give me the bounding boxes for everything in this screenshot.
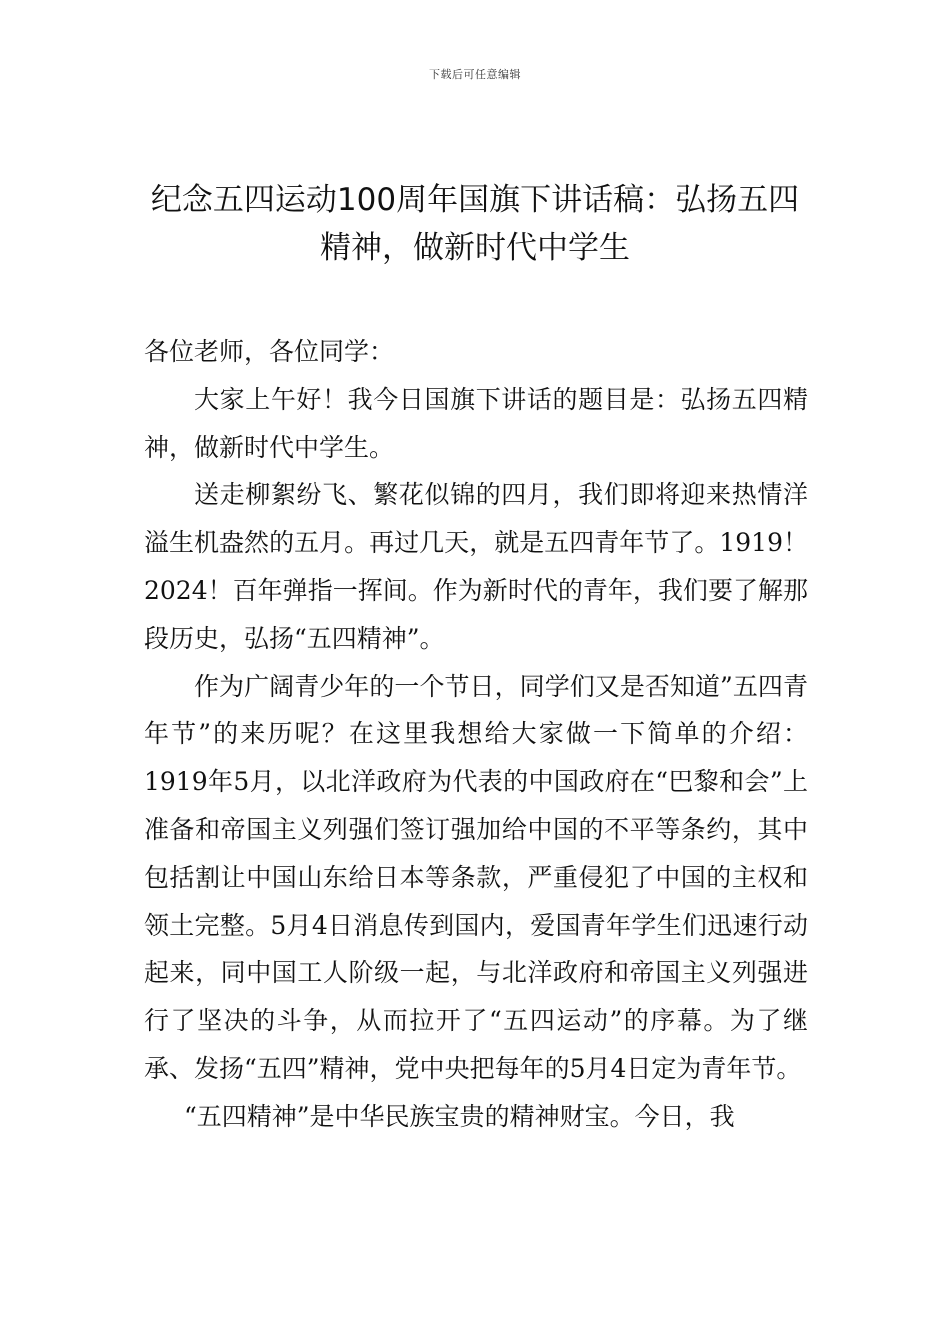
paragraph-4: “五四精神”是中华民族宝贵的精神财宝。今日，我 xyxy=(184,1101,735,1131)
paragraph-2: 送走柳絮纷飞、繁花似锦的四月，我们即将迎来热情洋溢生机盎然的五月。再过几天，就是五四青年节了。1919！2024！百年弹指一挥间。作为新时代的青年，我们要了解那段历史，弘扬“五四精神”。 xyxy=(144,480,808,653)
document-title: 纪念五四运动100周年国旗下讲话稿：弘扬五四精神，做新时代中学生 xyxy=(150,182,800,266)
greeting: 各位老师，各位同学： xyxy=(144,337,395,366)
document-body xyxy=(144,328,808,1141)
paragraph-3: 作为广阔青少年的一个节日，同学们又是否知道”五四青年节”的来历呢？在这里我想给大家做一下简单的介绍：1919年5月，以北洋政府为代表的中国政府在“巴黎和会”上准备和帝国主义列强们签订强加给中国的不平等条约，其中包括割让中国山东给日本等条款，严重侵犯了中国的主权和领土完整。5月4日消息传到国内，爱国青年学生们迅速行动起来，同中国工人阶级一起，与北洋政府和帝国主义列强进行了坚决的斗争，从而拉开了“五四运动”的序幕。为了继承、发扬“五四”精神，党中央把每年的5月4日定为青年节。 xyxy=(144,671,808,1083)
header-note: 下载后可任意编辑 xyxy=(429,68,521,81)
paragraph-1: 大家上午好！我今日国旗下讲话的题目是：弘扬五四精神，做新时代中学生。 xyxy=(144,384,808,462)
